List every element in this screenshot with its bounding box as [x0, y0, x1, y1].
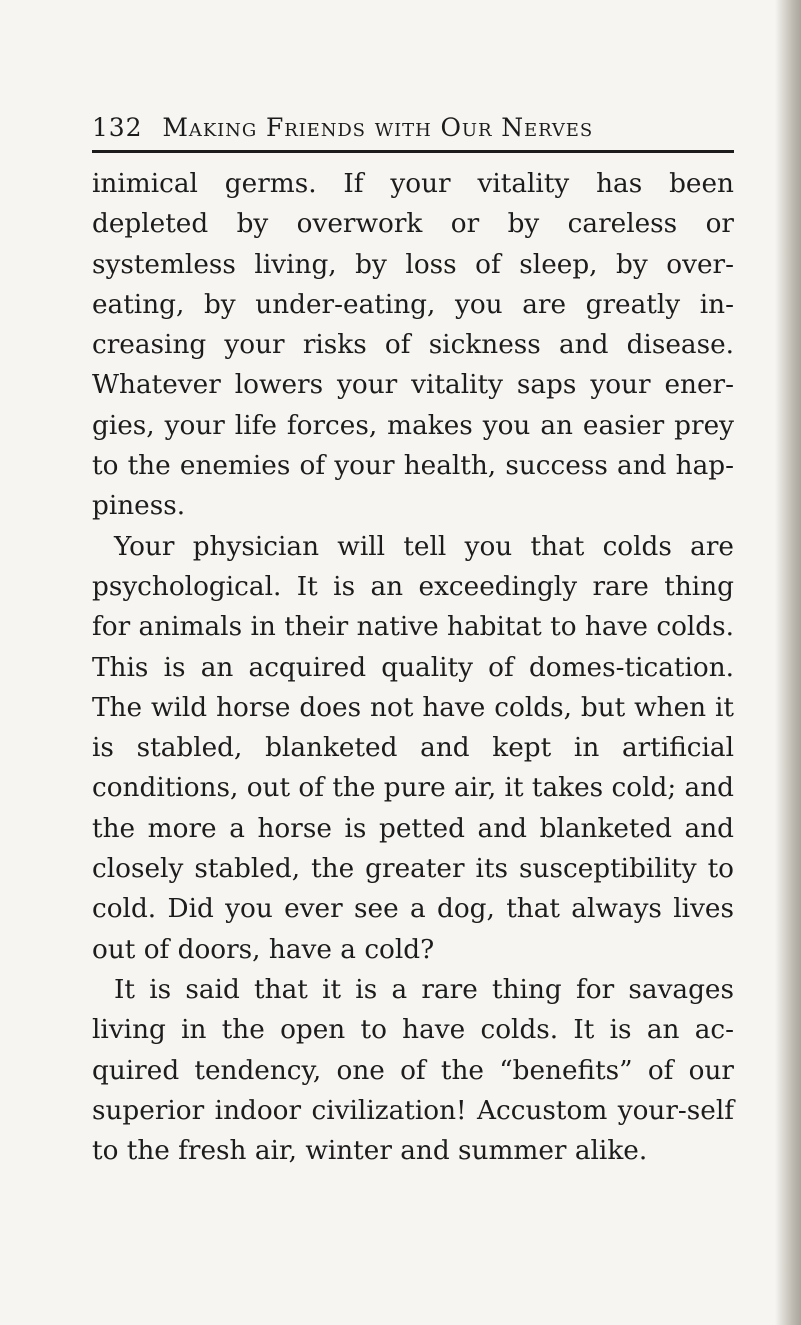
- page-number: 132: [92, 113, 143, 142]
- page-edge-shadow: [775, 0, 801, 1325]
- paragraph-3: It is said that it is a rare thing for savages living in the open to have colds. It is an ac-quired tendency, one of the “benefits” of our superior indoor civilization! Accustom your-self to the fresh air, winter and summer alike.: [92, 974, 734, 1167]
- paragraph-1: inimical germs. If your vitality has been depleted by overwork or by careless or systemless living, by loss of sleep, by over-eating, by under-eating, you are greatly in-creasing your risks of sickness and disease. Whatever lowers your vitality saps your ener-gies, your life forces, makes you an easier prey to the enemies of your health, success and hap-piness.: [92, 169, 734, 522]
- paragraph-2: Your physician will tell you that colds are psychological. It is an exceedingly rare thing for animals in their native habitat to have colds. This is an acquired quality of domes-tication. The wild horse does not have colds, but when it is stabled, blanketed and kept in artificial conditions, out of the pure air, it takes cold; and the more a horse is petted and blanketed and closely stabled, the greater its susceptibility to cold. Did you ever see a dog, that always lives out of doors, have a cold?: [92, 531, 734, 965]
- running-title: Making Friends with Our Nerves: [162, 113, 594, 142]
- running-head: [92, 108, 732, 148]
- body-text: [92, 164, 734, 1171]
- header-rule: [92, 150, 734, 153]
